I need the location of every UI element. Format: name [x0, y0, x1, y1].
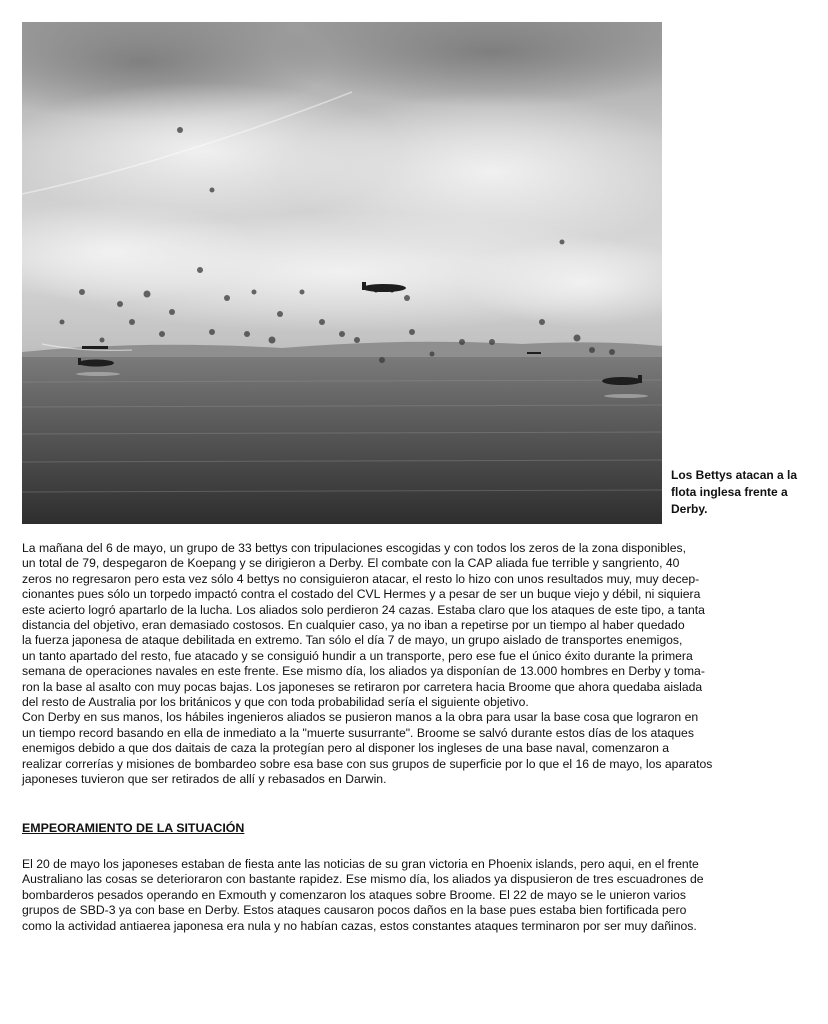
- text-line: La mañana del 6 de mayo, un grupo de 33 bettys con tripulaciones escogidas y con todos los zeros de la zona disponibles,: [22, 541, 686, 555]
- war-photograph: [22, 22, 662, 524]
- text-line: como la actividad antiaerea japonesa era nula y no habían cazas, estos constantes ataques terminaron por ser muy dañinos.: [22, 918, 697, 933]
- text-line: enemigos debido a que dos daitais de caza la protegían pero al disponer los ingleses de una base naval, comenzaron a: [22, 741, 670, 756]
- text-line: ron la base al asalto con muy pocas bajas. Los japoneses se retiraron por carretera hacia Broome que ahora quedaba aislada: [22, 679, 703, 694]
- text-line: distancia del objetivo, eran demasiado costosos. En cualquier caso, ya no iban a repetirse por un tiempo al haber quedado: [22, 618, 685, 633]
- text-line: Australiano las cosas se deterioraron con bastante rapidez. Ese mismo día, los aliados ya dispusieron de tres escuadrones de: [22, 872, 704, 887]
- text-line: grupos de SBD-3 ya con base en Derby. Estos ataques causaron pocos daños en la base pues estaba bien fortificada pero: [22, 903, 687, 918]
- text-line: semana de operaciones navales en este frente. Ese mismo día, los aliados ya disponían de 13.000 hombres en Derby y toma-: [22, 664, 705, 679]
- text-line: un total de 79, despegaron de Koepang y se dirigieron a Derby. El combate con la CAP aliada fue terrible y sangriento, 40: [22, 556, 680, 571]
- text-line: un tanto apartado del resto, fue atacado y se consiguió hundir a un transporte, pero ese fue el único éxito durante la primera: [22, 648, 693, 663]
- caption-line: Los Bettys atacan a la: [671, 468, 798, 482]
- text-line: la fuerza japonesa de ataque debilitada en extremo. Tan sólo el día 7 de mayo, un grupo aislado de transportes enemigos,: [22, 633, 683, 648]
- caption-line: Derby.: [671, 502, 708, 516]
- text-line: bombarderos pesados operando en Exmouth y comenzaron los ataques sobre Broome. El 22 de mayo se le unieron varios: [22, 887, 686, 902]
- section-heading: EMPEORAMIENTO DE LA SITUACIÓN: [22, 821, 245, 835]
- text-line: del resto de Australia por los británicos y que con toda probabilidad sería el siguiente objetivo.: [22, 695, 529, 710]
- text-line: este acierto logró apartarlo de la lucha. Los aliados solo perdieron 24 cazas. Estaba claro que los ataques de este tipo, a tanta: [22, 602, 705, 617]
- text-line: japoneses tuvieron que ser retirados de allí y rebasados en Darwin.: [22, 772, 387, 787]
- text-line: El 20 de mayo los japoneses estaban de fiesta ante las noticias de su gran victoria en Phoenix islands, pero aqui, en el frente: [22, 857, 699, 871]
- text-line: zeros no regresaron pero esta vez sólo 4 bettys no consiguieron atacar, el resto lo hizo con unos resultados muy, muy decep-: [22, 571, 700, 586]
- text-line: un tiempo record basando en ella de inmediato a la "muerte susurrante". Broome se salvó durante estos días de los ataques: [22, 725, 694, 740]
- text-line: Con Derby en sus manos, los hábiles ingenieros aliados se pusieron manos a la obra para usar la base cosa que lograron en: [22, 710, 699, 725]
- article-body-section-2: [22, 857, 822, 934]
- text-line: realizar correrías y misiones de bombardeo sobre esa base con sus grupos de superficie por lo que el 16 de mayo, los aparatos: [22, 756, 713, 771]
- photo-caption: [671, 467, 823, 518]
- text-line: cionantes pues sólo un torpedo impactó contra el costado del CVL Hermes y a pesar de ser un buque viejo y débil, ni siquiera: [22, 587, 701, 602]
- photo-illustration: [22, 22, 662, 524]
- article-body: [22, 541, 822, 788]
- caption-line: flota inglesa frente a: [671, 485, 788, 499]
